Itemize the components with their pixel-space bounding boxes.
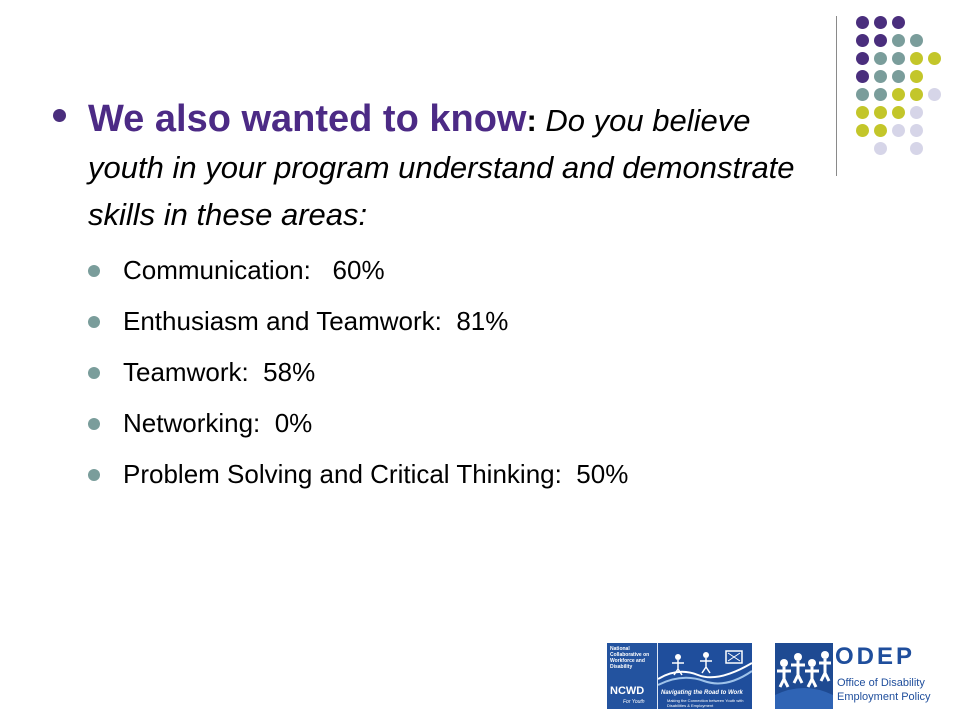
- ncwd-logo-panel: [607, 643, 658, 709]
- heading-colon: :: [526, 103, 537, 138]
- bullet-icon: [88, 367, 100, 379]
- odep-name-line1: Office of Disability: [837, 677, 925, 689]
- dot: [856, 16, 869, 29]
- dot: [856, 52, 869, 65]
- dot: [856, 124, 869, 137]
- list-item: [88, 449, 828, 500]
- dot: [910, 52, 923, 65]
- odep-emblem: [775, 643, 833, 709]
- bullet-icon: [88, 265, 100, 277]
- dot: [892, 88, 905, 101]
- skills-list: [88, 245, 828, 500]
- dot: [892, 16, 905, 29]
- dot: [874, 106, 887, 119]
- odep-logo: [775, 643, 960, 709]
- dot: [928, 52, 941, 65]
- road-figures-icon: [658, 645, 752, 689]
- list-item-text: Networking: 0%: [123, 408, 313, 438]
- ncwd-subtitle: For Youth: [623, 699, 645, 705]
- divider-line: [836, 16, 837, 176]
- list-item: [88, 245, 828, 296]
- dot: [856, 106, 869, 119]
- ncwd-logo: [607, 643, 752, 709]
- slide-heading: [88, 96, 828, 238]
- dot: [892, 124, 905, 137]
- dot: [874, 52, 887, 65]
- ncwd-tagline: Navigating the Road to Work: [661, 690, 743, 696]
- dot: [856, 34, 869, 47]
- dot: [856, 70, 869, 83]
- list-item: [88, 347, 828, 398]
- list-item-text: Teamwork: 58%: [123, 357, 316, 387]
- bullet-icon: [88, 316, 100, 328]
- odep-name-line2: Employment Policy: [837, 691, 931, 703]
- list-item-text: Enthusiasm and Teamwork: 81%: [123, 306, 509, 336]
- dot: [910, 106, 923, 119]
- dot: [874, 124, 887, 137]
- heading-lead: We also wanted to know: [88, 98, 527, 140]
- bullet-icon: [88, 469, 100, 481]
- ncwd-tagline-sub: Making the Connection between Youth with Disabilities & Employment: [667, 698, 744, 708]
- people-icon: [775, 643, 833, 709]
- ncwd-title: NCWD: [610, 685, 645, 697]
- list-item: [88, 296, 828, 347]
- dot: [856, 88, 869, 101]
- dot: [910, 88, 923, 101]
- bullet-icon: [88, 418, 100, 430]
- dot: [892, 34, 905, 47]
- dot: [874, 34, 887, 47]
- dot: [892, 106, 905, 119]
- dot: [910, 142, 923, 155]
- dot: [874, 142, 887, 155]
- odep-acronym: ODEP: [835, 643, 916, 670]
- dot: [874, 16, 887, 29]
- dot: [910, 124, 923, 137]
- dot: [892, 70, 905, 83]
- dot: [928, 88, 941, 101]
- dot: [874, 70, 887, 83]
- heading-question: Do you believe youth in your program understand and demonstrate skills in these areas:: [88, 103, 795, 232]
- dot: [874, 88, 887, 101]
- dot: [892, 52, 905, 65]
- bullet-icon: [53, 109, 66, 122]
- dot: [910, 70, 923, 83]
- list-item: [88, 398, 828, 449]
- list-item-text: Problem Solving and Critical Thinking: 50%: [123, 459, 629, 489]
- decorative-dot-grid: [846, 12, 956, 162]
- dot: [910, 34, 923, 47]
- ncwd-small-text: National Collaborative on Workforce and Disability: [610, 646, 650, 670]
- list-item-text: Communication: 60%: [123, 255, 385, 285]
